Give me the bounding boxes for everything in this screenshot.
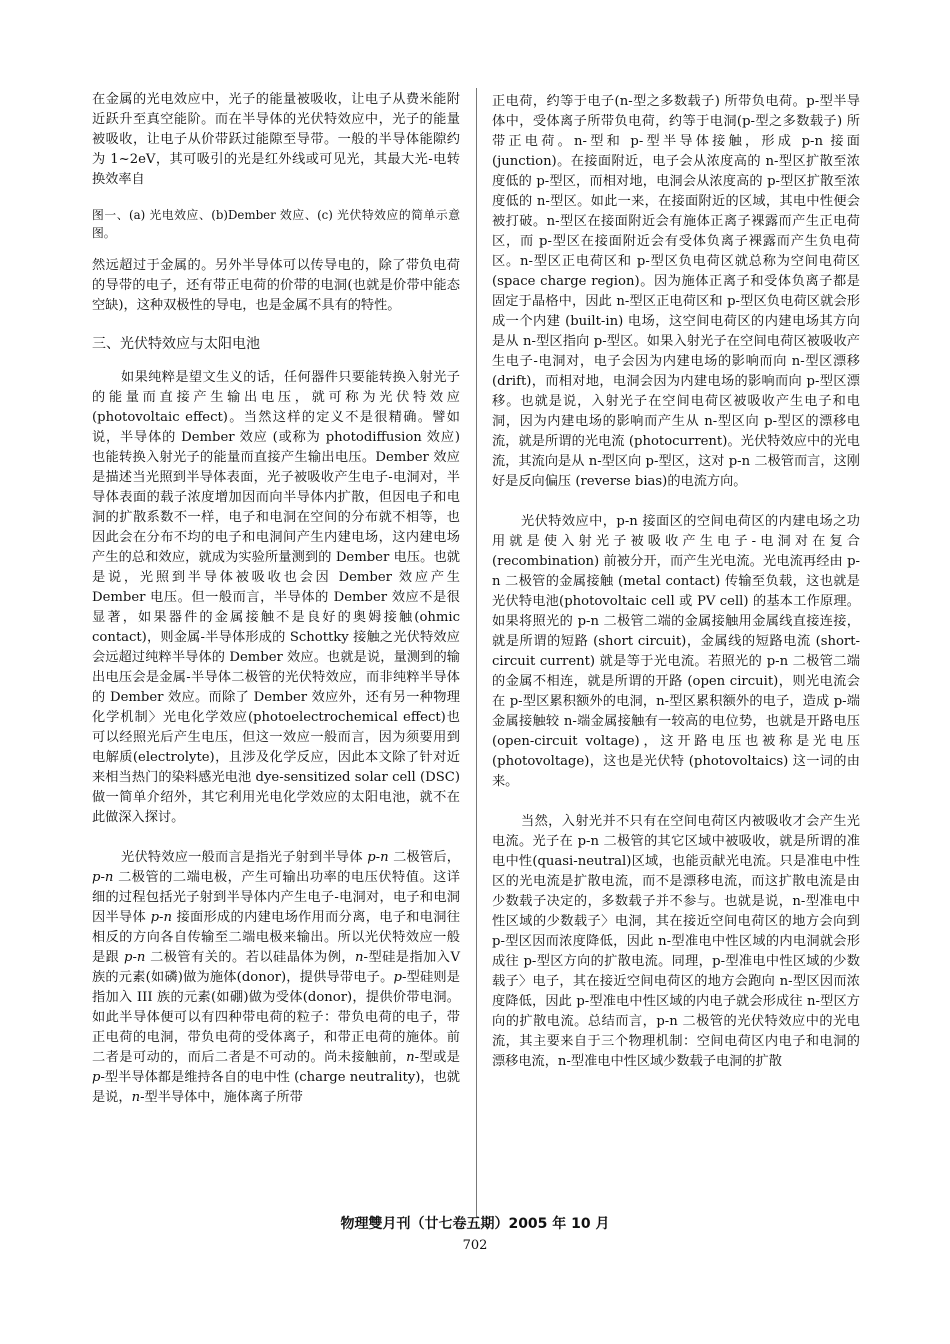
term: p-n — [150, 910, 172, 925]
column-divider — [476, 88, 477, 1218]
text-run: 二极管的二端电极，产生可输出功率的电压伏特值。这详细的过程包括光子射到半导体内产生电子-电洞对，电子和电洞因半导体 — [92, 870, 460, 925]
term: p-n — [367, 850, 389, 865]
figure-caption: 图一、(a) 光电效应、(b)Dember 效应、(c) 光伏特效应的简单示意图。 — [92, 208, 460, 240]
paragraph: 如果纯粹是望文生义的话，任何器件只要能转换入射光子的能量而直接产生输出电压，就可称为光伏特效应 (photovoltaic effect)。当然这样的定义不是很精确。譬如说，半导体的 Dember 效应 (或称为 photodiffusion 效应) 也能转换入射光子的能量而直接产生输出电压。Dember 效应是描述当光照到半导体表面，光子被吸收产生电子-电洞对，半导体表面的载子浓度增加因而向半导体内扩散，但因电子和电洞的扩散系数不一样，电子和电洞在空间的分布就不相等，也因此会在分布不均的电子和电洞间产生内建电场，这内建电场产生的总和效应，就成为实验所量测到的 Dember 电压。也就是说，光照到半导体被吸收也会因 Dember 效应产生 Dember 电压。但一般而言，半导体的 Dember 效应不是很显著，如果器件的金属接触不是良好的奥姆接触(ohmic contact)，则金属-半导体形成的 Schottky 接触之光伏特效应会远超过纯粹半导体的 Dember 效应。也就是说，量测到的输出电压会是金属-半导体二极管的光伏特效应，而非纯粹半导体的 Dember 效应。而除了 Dember 效应外，还有另一种物理化学机制〉光电化学效应(photoelectrochemical effect)也可以经照光后产生电压，但这一效应一般而言，因为须要用到电解质(electrolyte)，且涉及化学反应，因此本文除了针对近来相当热门的染料感光电池 dye-sensitized solar cell (DSC)做一简单介绍外，其它利用光电化学效应的太阳电池，就不在此做深入探讨。 — [92, 370, 460, 825]
paragraph — [92, 848, 460, 1108]
text-run: -型半导体都是维持各自的电中性 (charge neutrality)，也就是说， — [92, 1070, 460, 1105]
term: p-n — [124, 950, 146, 965]
paragraph: 正电荷，约等于电子(n-型之多数载子) 所带负电荷。p-型半导体中，受体离子所带负电荷，约等于电洞(p-型之多数载子) 所带正电荷。n-型和 p-型半导体接触，形成 p-n 接面 (junction)。在接面附近，电子会从浓度高的 n-型区扩散至浓度低的 p-型区，而相对地，电洞会从浓度高的 p-型区扩散至浓度低的 n-型区。如此一来，在接面附近的区域，其电中性便会被打破。n-型区在接面附近会有施体正离子裸露而产生正电荷区，而 p-型区在接面附近会有受体负离子裸露而产生负电荷区。n-型区正电荷区和 p-型区负电荷区就总称为空间电荷区 (space charge region)。因为施体正离子和受体负离子都是固定于晶格中，因此 n-型区正电荷区和 p-型区负电荷区就会形成一个内建 (built-in) 电场，这空间电荷区的内建电场其方向是从 n-型区指向 p-型区。如果入射光子在空间电荷区被吸收产生电子-电洞对，电子会因为内建电场的影响而向 n-型区漂移 (drift)，而相对地，电洞会因为内建电场的影响而向 p-型区漂移。也就是说，入射光子在空间电荷区被吸收产生电子和电洞，因为内建电场的影响而产生从 n-型区向 p-型区的漂移电流，就是所谓的光电流 (photocurrent)。光伏特效应中的光电流，其流向是从 n-型区向 p-型区，这对 p-n 二极管而言，这刚好是反向偏压 (reverse bias)的电流方向。 — [492, 94, 860, 489]
term: p-n — [92, 870, 114, 885]
page-number: 702 — [462, 1238, 488, 1253]
text-run: -型或是 — [414, 1050, 460, 1065]
term: n — [406, 1050, 415, 1065]
paragraph: 光伏特效应中，p-n 接面区的空间电荷区的内建电场之功用就是使入射光子被吸收产生电子-电洞对在复合 (recombination) 前被分开，而产生光电流。光电流再经由 p-n 二极管的金属接触 (metal contact) 传输至负载，这也就是光伏特电池(photovoltaic cell 或 PV cell) 的基本工作原理。如果将照光的 p-n 二极管二端的金属接触用金属线直接连接，就是所谓的短路 (short circuit)，金属线的短路电流 (short-circuit current) 就是等于光电流。若照光的 p-n 二极管二端的金属不相连，就是所谓的开路 (open circuit)，则光电流会在 p-型区累积额外的电洞，n-型区累积额外的电子，造成 p-端金属接触较 n-端金属接触有一较高的电位势，也就是开路电压 (open-circuit voltage)，这开路电压也被称是光电压 (photovoltage)，这也是光伏特 (photovoltaics) 这一词的由来。 — [492, 514, 860, 789]
text-run: 二极管后， — [388, 850, 460, 865]
term: p — [393, 970, 402, 985]
paragraph: 当然，入射光并不只有在空间电荷区内被吸收才会产生光电流。光子在 p-n 二极管的其它区域中被吸收，就是所谓的准电中性(quasi-neutral)区域，也能贡献光电流。只是准电中性区的光电流是扩散电流，而不是漂移电流，而这扩散电流是由少数载子决定的，多数载子并不参与。也就是说，n-型准电中性区域的少数载子〉电洞，其在接近空间电荷区的地方会向到 p-型区因而浓度降低，因此 n-型准电中性区域的内电洞就会形成往 p-型区方向的扩散电流。同理，p-型准电中性区域的少数载子〉电子，其在接近空间电荷区的地方会跑向 n-型区因而浓度降低，因此 p-型准电中性区域的内电子就会形成往 n-型区方向的扩散电流。总结而言，p-n 二极管的光伏特效应中的光电流，其主要来自于三个物理机制：空间电荷区内电子和电洞的漂移电流，n-型准电中性区域少数载子电洞的扩散 — [492, 814, 860, 1069]
term: n — [355, 950, 364, 965]
paragraph: 在金属的光电效应中，光子的能量被吸收，让电子从费米能附近跃升至真空能阶。而在半导体的光伏特效应中，光子的能量被吸收，让电子从价带跃过能隙至导带。一般的半导体能隙约为 1~2eV，其可吸引的光是红外线或可见光，其最大光-电转换效率自 — [92, 92, 460, 187]
left-column — [92, 90, 460, 1108]
right-column — [492, 92, 860, 1072]
term: n — [131, 1090, 141, 1105]
text-run: -型硅则是指加入 III 族的元素(如硼)做为受体(donor)，提供价带电洞。如此半导体便可以有四种带电荷的粒子：带负电荷的电子，带正电荷的电洞，带负电荷的受体离子，和带正电荷的施体。前二者是可动的，而后二者是不可动的。尚未接触前， — [92, 970, 460, 1065]
section-heading: 三、光伏特效应与太阳电池 — [92, 336, 260, 352]
term: p — [92, 1070, 101, 1085]
text-run: -型半导体中，施体离子所带 — [140, 1090, 303, 1105]
text-run: 光伏特效应一般而言是指光子射到半导体 — [121, 850, 368, 865]
text-run: 接面形成的内建电场作用而分离，电子和电洞往相反的方向各自传输至二端电极来输出。所以光伏特效应一般是跟 — [92, 910, 460, 965]
text-run: 二极管有关的。若以硅晶体为例， — [145, 950, 356, 965]
text-run: -型硅是指加入Ⅴ族的元素(如磷)做为施体(donor)，提供导带电子。 — [92, 950, 460, 985]
paragraph: 然远超过于金属的。另外半导体可以传导电的，除了带负电荷的导带的电子，还有带正电荷的价带的电洞(也就是价带中能态空缺)，这种双极性的导电，也是金属不具有的特性。 — [92, 258, 460, 313]
journal-footer: 物理雙月刊（廿七卷五期）2005 年 10 月 — [340, 1216, 610, 1232]
